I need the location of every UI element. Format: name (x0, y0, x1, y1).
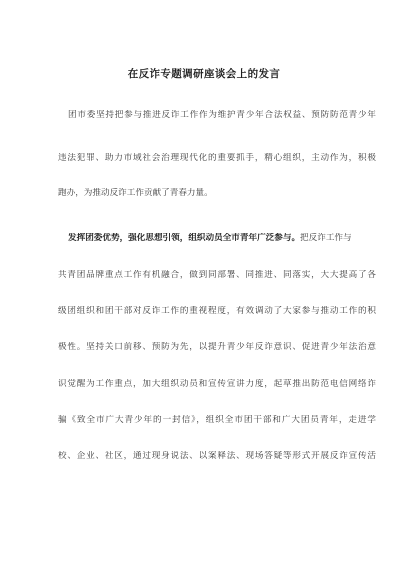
paragraph-2-line-5: 识觉醒为工作重点，加大组织动员和宣传宣讲力度，起草推出防范电信网络诈 (58, 379, 376, 389)
paragraph-2-line-6: 骗《致全市广大青少年的一封信》，组织全市团干部和广大团员青年，走进学 (58, 415, 376, 425)
paragraph-2-line-1-rest: 把反诈工作与 (300, 233, 352, 243)
paragraph-1-line-1: 团市委坚持把参与推进反诈工作作为维护青少年合法权益、预防防范青少年 (68, 110, 376, 120)
paragraph-2-line-1 (68, 233, 376, 244)
paragraph-2-lead: 发挥团委优势，强化思想引领，组织动员全市青年广泛参与。 (68, 233, 301, 243)
paragraph-2-line-4: 极性。坚持关口前移、预防为先，以提升青少年反诈意识、促进青少年法治意 (58, 342, 376, 352)
paragraph-1-line-3: 跑办，为推动反诈工作贡献了青春力量。 (58, 188, 213, 198)
paragraph-2-line-2: 共青团品牌重点工作有机融合，做到同部署、同推进、同落实，大大提高了各 (58, 270, 376, 280)
paragraph-1-line-2: 违法犯罪、助力市域社会治理现代化的重要抓手，精心组织，主动作为，积极 (58, 153, 376, 163)
document-title: 在反诈专题调研座谈会上的发言 (127, 68, 281, 80)
paragraph-2-line-7: 校、企业、社区，通过现身说法、以案释法、现场答疑等形式开展反诈宣传活 (58, 451, 376, 461)
paragraph-2-line-3: 级团组织和团干部对反诈工作的重视程度，有效调动了大家参与推动工作的积 (58, 306, 376, 316)
